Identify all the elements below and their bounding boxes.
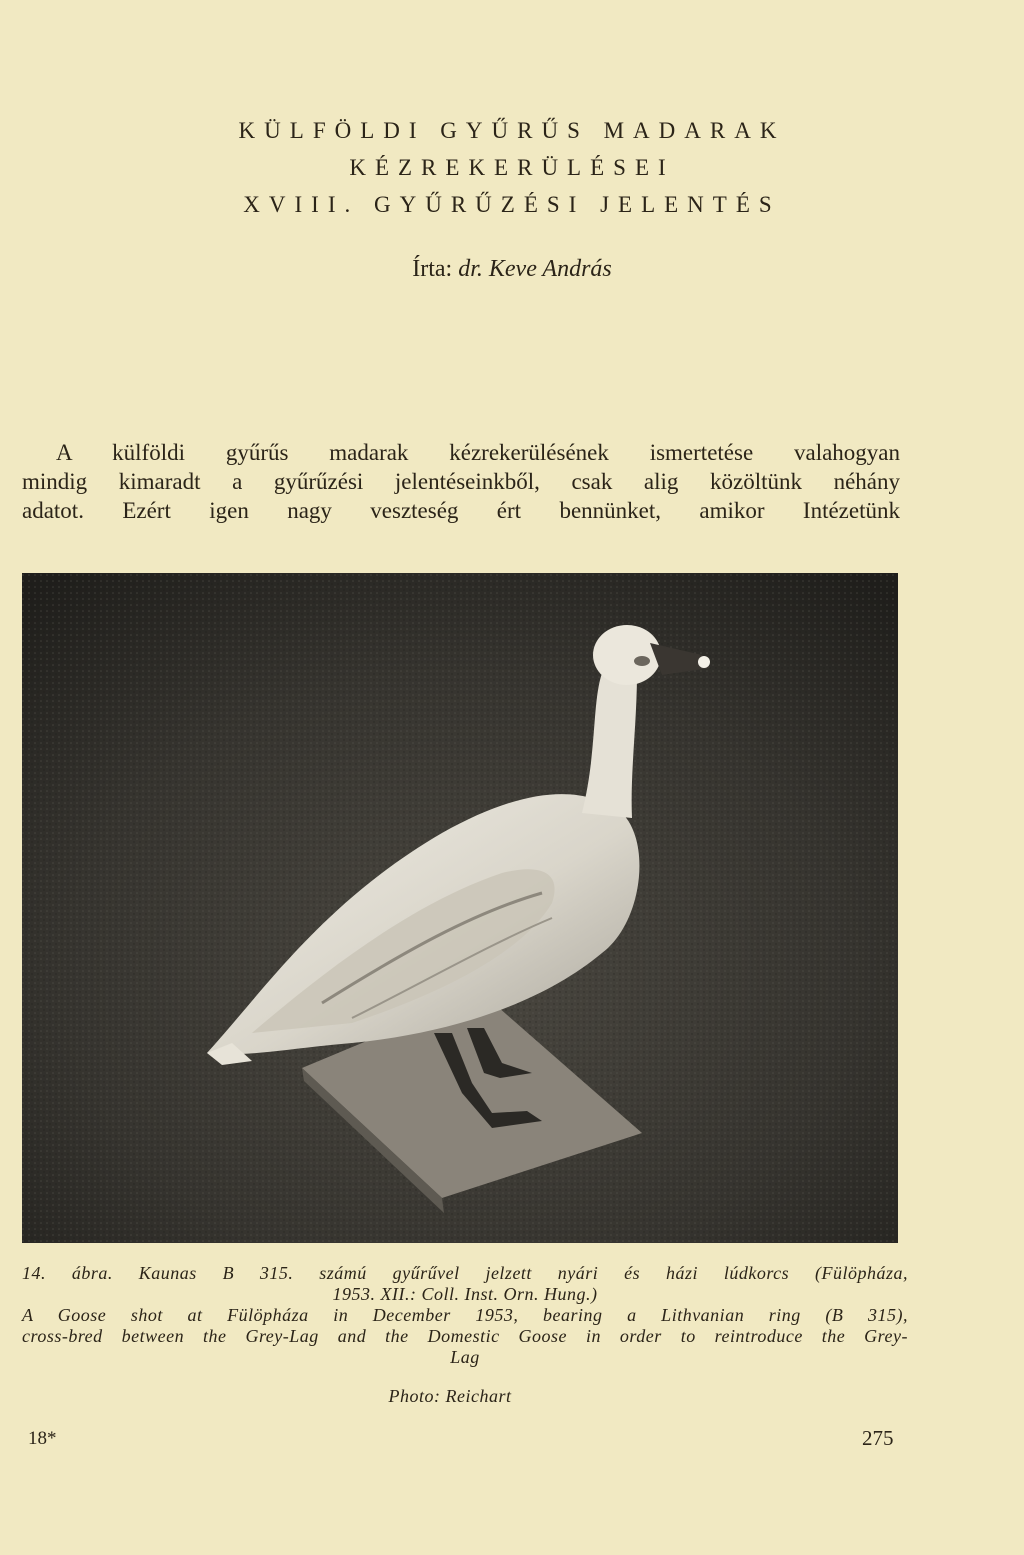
byline-prefix: Írta:	[412, 256, 453, 282]
page-number: 275	[862, 1426, 894, 1450]
author-name: dr. Keve András	[458, 256, 612, 282]
article-title-line-1: KÜLFÖLDI GYŰRŰS MADARAK	[238, 118, 786, 143]
article-title-line-2: KÉZREKERÜLÉSEI	[349, 155, 675, 180]
caption-hungarian-line-2: 1953. XII.: Coll. Inst. Orn. Hung.)	[332, 1284, 598, 1304]
byline	[0, 256, 1024, 283]
article-title-line-3: XVIII. GYŰRŰZÉSI JELENTÉS	[243, 192, 781, 217]
caption-english-line-3: Lag	[450, 1347, 480, 1367]
caption-english-line-2: cross-bred between the Grey-Lag and the Domestic Goose in order to reintroduce the Grey-	[22, 1326, 908, 1346]
photo-credit: Photo: Reichart	[388, 1386, 512, 1406]
body-line: mindig kimaradt a gyűrűzési jelentéseinkből, csak alig közöltünk néhány	[22, 469, 900, 494]
caption-english-line-1: A Goose shot at Fülöpháza in December 1953, bearing a Lithvanian ring (B 315),	[22, 1305, 908, 1325]
body-line: adatot. Ezért igen nagy veszteség ért bennünket, amikor Intézetünk	[22, 498, 900, 523]
body-paragraph	[22, 438, 900, 525]
caption-hungarian-line-1: 14. ábra. Kaunas B 315. számú gyűrűvel jelzett nyári és házi lúdkorcs (Fülöpháza,	[22, 1263, 908, 1283]
figure-caption	[22, 1263, 908, 1368]
goose-photo-image	[22, 573, 898, 1243]
signature-mark: 18*	[28, 1428, 57, 1449]
body-line: A külföldi gyűrűs madarak kézrekerülésének ismertetése valahogyan	[56, 440, 900, 465]
goose-photograph	[22, 573, 898, 1243]
